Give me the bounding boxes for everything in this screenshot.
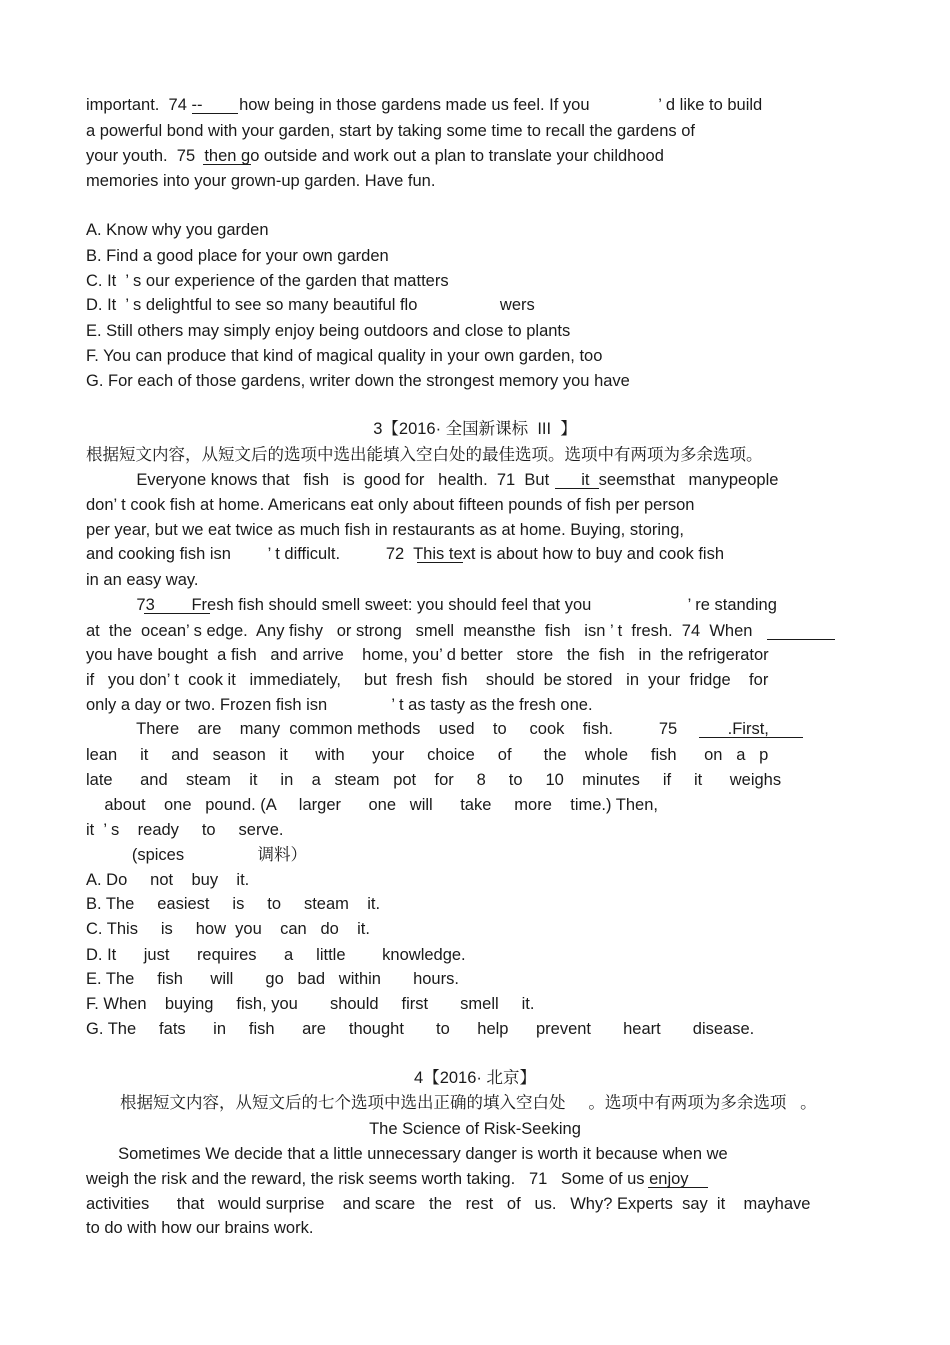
passage-line: your youth. 75 then go outside and work out a plan to translate your childhood (86, 147, 664, 165)
passage-line: weigh the risk and the reward, the risk seems worth taking. 71 Some of us enjoy (86, 1170, 689, 1188)
option-b: B. Find a good place for your own garden (86, 247, 389, 265)
option-c: C. It ’ s our experience of the garden that matters (86, 272, 449, 290)
option-b: B. The easiest is to steam it. (86, 895, 381, 913)
option-e: E. Still others may simply enjoy being outdoors and close to plants (86, 322, 571, 340)
passage-line: (spices 调料） (86, 846, 307, 864)
option-c: C. This is how you can do it. (86, 920, 370, 938)
passage-line: There are many common methods used to cook fish. 75 .First, (86, 720, 769, 738)
blank-underline (203, 164, 251, 165)
instruction-text: 根据短文内容，从短文后的选项中选出能填入空白处的最佳选项。选项中有两项为多余选项。 (86, 446, 763, 464)
passage-line: it ’ s ready to serve. (86, 821, 284, 839)
passage-line: if you don’ t cook it immediately, but fresh fish should be stored in your fridge for (86, 671, 769, 689)
section-heading: 3【2016· 全国新课标 III 】 (373, 420, 577, 438)
option-a: A. Do not buy it. (86, 871, 250, 889)
passage-line: activities that would surprise and scare the rest of us. Why? Experts say it mayhave (86, 1195, 811, 1213)
option-f: F. When buying fish, you should first smell it. (86, 995, 535, 1013)
option-a: A. Know why you garden (86, 221, 269, 239)
option-g: G. For each of those gardens, writer down the strongest memory you have (86, 372, 630, 390)
passage-line: Sometimes We decide that a little unnecessary danger is worth it because when we (86, 1145, 728, 1163)
passage-line: important. 74 -- how being in those gardens made us feel. If you ’ d like to build (86, 96, 763, 114)
option-g: G. The fats in fish are thought to help prevent heart disease. (86, 1020, 755, 1038)
passage-line: 73 Fresh fish should smell sweet: you should feel that you ’ re standing (86, 596, 777, 614)
option-d: D. It just requires a little knowledge. (86, 946, 466, 964)
blank-underline (648, 1187, 708, 1188)
option-f: F. You can produce that kind of magical quality in your own garden, too (86, 347, 603, 365)
blank-underline (144, 613, 210, 614)
blank-underline (699, 737, 803, 738)
passage-line: only a day or two. Frozen fish isn ’ t as tasty as the fresh one. (86, 696, 593, 714)
passage-line: memories into your grown-up garden. Have fun. (86, 172, 436, 190)
passage-line: per year, but we eat twice as much fish in restaurants as at home. Buying, storing, (86, 521, 684, 539)
blank-underline (767, 639, 835, 640)
option-e: E. The fish will go bad within hours. (86, 970, 459, 988)
passage-line: at the ocean’ s edge. Any fishy or strong smell meansthe fish isn ’ t fresh. 74 When (86, 622, 753, 640)
passage-title: The Science of Risk-Seeking (369, 1120, 581, 1138)
passage-line: late and steam it in a steam pot for 8 to 10 minutes if it weighs (86, 771, 782, 789)
passage-line: Everyone knows that fish is good for health. 71 But it seemsthat manypeople (86, 471, 779, 489)
blank-underline (192, 113, 238, 114)
passage-line: to do with how our brains work. (86, 1219, 314, 1237)
passage-line: a powerful bond with your garden, start by taking some time to recall the gardens of (86, 122, 695, 140)
passage-line: and cooking fish isn ’ t difficult. 72 This text is about how to buy and cook fish (86, 545, 725, 563)
section-heading: 4【2016· 北京】 (414, 1069, 536, 1087)
passage-line: you have bought a fish and arrive home, you’ d better store the fish in the refrigerator (86, 646, 769, 664)
passage-line: don’ t cook fish at home. Americans eat only about fifteen pounds of fish per person (86, 496, 695, 514)
blank-underline (555, 488, 599, 489)
passage-line: in an easy way. (86, 571, 199, 589)
instruction-text: 根据短文内容，从短文后的七个选项中选出正确的填入空白处 。选项中有两项为多余选项 。 (120, 1094, 817, 1112)
passage-line: about one pound. (A larger one will take more time.) Then, (86, 796, 658, 814)
option-d: D. It ’ s delightful to see so many beautiful flo wers (86, 296, 535, 314)
passage-line: lean it and season it with your choice of the whole fish on a p (86, 746, 769, 764)
blank-underline (417, 562, 463, 563)
